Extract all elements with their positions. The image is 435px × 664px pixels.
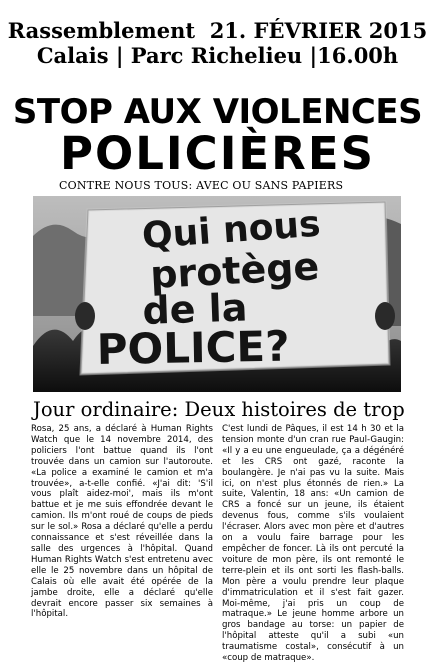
- article-title: Jour ordinaire: Deux histoires de trop: [33, 398, 405, 421]
- event-date-line: Rassemblement 21. FÉVRIER 2015: [7, 18, 428, 43]
- event-header: [0, 18, 435, 68]
- subtitle: CONTRE NOUS TOUS: AVEC OU SANS PAPIERS: [59, 179, 344, 192]
- event-location-line: Calais | Parc Richelieu |16.00h: [36, 43, 399, 68]
- sign-line-4: POLICE?: [96, 321, 290, 374]
- article-column-left: Rosa, 25 ans, a déclaré à Human Rights Watch que le 14 novembre 2014, des policiers l'ont battue quand ils l'ont trouvée dans un camion sur l'autoroute. «La police a examiné le camion et m'a trouvée», a-t-elle confié. «J'ai dit: 'S'il vous plaît aidez-moi', mais ils m'ont battue et je me suis effondrée devant le camion. Ils m'ont roué de coups de pieds sur le sol.» Rosa a déclaré qu'elle a perdu connaissance et s'est réveillée dans la salle des urgences à l'hôpital. Quand Human Rights Watch s'est entretenu avec elle le 25 novembre dans un hôpital de Calais où elle avait été opérée de la jambe droite, elle a déclaré qu'elle devrait encore passer six semaines à l'hôpital.: [31, 424, 213, 620]
- article-column-right: C'est lundi de Pâques, il est 14 h 30 et la tension monte d'un cran rue Paul-Gaugin: «Il y a eu une engueulade, ça a dégénéré et les CRS ont gazé, raconte la boulangère. Je n'ai pas vu la suite. Mais ici, on n'est plus étonnés de rien.» La suite, Valentin, 18 ans: «Un camion de CRS a foncé sur un jeune, ils étaient devenus fous, comme s'ils voulaient l'écraser. Alors avec mon père et d'autres on a voulu faire barrage pour les empêcher de foncer. Là ils ont percuté la voiture de mon père, ils ont remonté le terre-plein et ils ont sorti les flash-balls. Mon père a voulu prendre leur plaque d'immatriculation et il s'est fait gazer. Moi-même, j'ai pris un coup de matraque.» Le jeune homme arbore un gros bandage au torse: un papier de l'hôpital atteste qu'il a subi «un traumatisme costal», consécutif à un «coup de matraque».: [222, 424, 404, 664]
- headline-line-2: POLICIÈRES: [60, 127, 375, 180]
- sign-line-1: Qui nous: [140, 203, 322, 257]
- sign-line-3: de la: [141, 285, 249, 333]
- protest-photo: [33, 196, 401, 392]
- photo-hand-left: [75, 302, 95, 330]
- headline-line-1: STOP AUX VIOLENCES: [12, 92, 423, 132]
- photo-hand-right: [375, 302, 395, 330]
- sign-line-2: protège: [149, 244, 321, 297]
